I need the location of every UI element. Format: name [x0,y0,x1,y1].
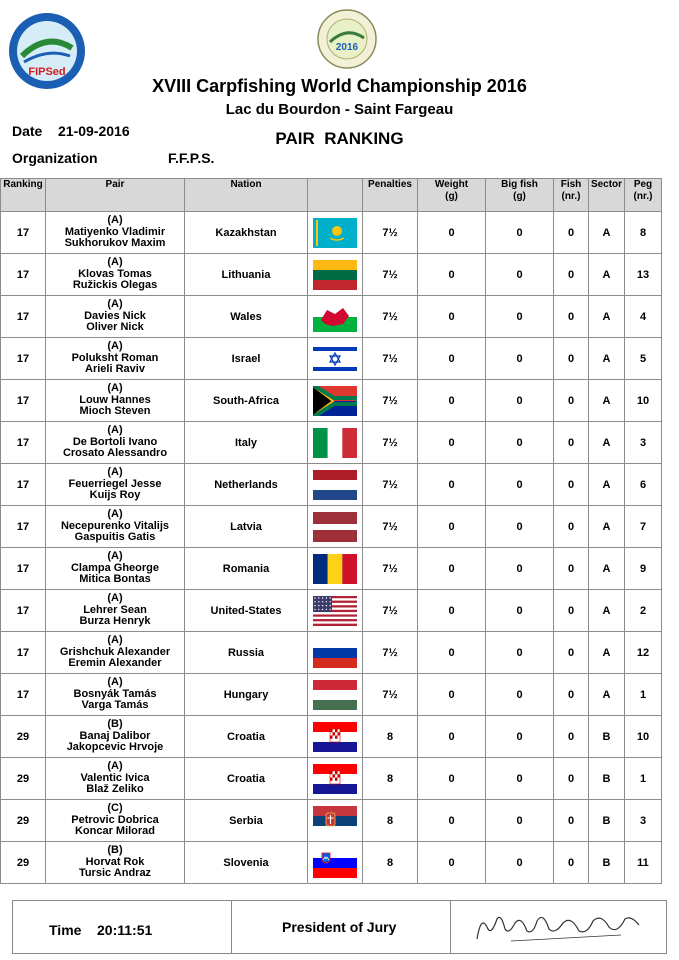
sector-cell: A [589,464,625,506]
ranking-title: PAIR RANKING [275,129,404,148]
pair-cell [46,548,185,590]
pair-group: (A) [107,676,123,689]
weight-cell: 0 [418,758,486,800]
penalties-cell: 7½ [363,212,418,254]
sector-cell: A [589,422,625,464]
pair-cell [46,464,185,506]
bigfish-cell: 0 [486,758,554,800]
bigfish-cell: 0 [486,842,554,884]
bigfish-cell: 0 [486,338,554,380]
rank-cell: 17 [1,380,46,422]
pair-group: (A) [107,214,123,227]
table-row [1,422,662,464]
bigfish-cell: 0 [486,506,554,548]
table-row [1,758,662,800]
pair-cell [46,632,185,674]
pair-member-2: Jakopcevic Hrvoje [66,741,164,754]
nation-cell: United-States [185,590,308,632]
weight-cell: 0 [418,296,486,338]
penalties-cell: 8 [363,716,418,758]
bigfish-cell: 0 [486,212,554,254]
pair-group: (A) [107,508,123,521]
fish-cell: 0 [554,716,589,758]
fish-cell: 0 [554,422,589,464]
col-flag [308,179,363,212]
penalties-cell: 7½ [363,422,418,464]
weight-cell: 0 [418,674,486,716]
pair-cell [46,212,185,254]
table-row [1,506,662,548]
col-weight: Weight (g) [418,179,486,212]
pair-cell [46,422,185,464]
ranking-table [0,178,662,884]
lv-flag-icon [313,512,357,542]
penalties-cell: 7½ [363,338,418,380]
flag-cell [308,632,363,674]
weight-cell: 0 [418,842,486,884]
penalties-cell: 7½ [363,380,418,422]
pair-member-1: Clampa Gheorge [70,561,160,574]
us-flag-icon [313,596,357,626]
rank-cell: 17 [1,590,46,632]
peg-cell: 9 [625,548,662,590]
nation-cell: Russia [185,632,308,674]
peg-cell: 6 [625,464,662,506]
pair-member-2: Varga Tamás [81,699,149,712]
table-row [1,674,662,716]
penalties-cell: 8 [363,842,418,884]
bigfish-cell: 0 [486,422,554,464]
za-flag-icon [313,386,357,416]
table-row [1,632,662,674]
peg-cell: 4 [625,296,662,338]
col-ranking: Ranking [1,179,46,212]
fish-cell: 0 [554,212,589,254]
pair-member-2: Burza Henryk [79,615,151,628]
nation-cell: Netherlands [185,464,308,506]
rank-cell: 29 [1,800,46,842]
flag-cell [308,842,363,884]
penalties-cell: 7½ [363,632,418,674]
pair-member-1: Banaj Dalibor [79,729,151,742]
peg-cell: 2 [625,590,662,632]
flag-cell [308,716,363,758]
ro-flag-icon [313,554,357,584]
si-flag-icon [313,848,357,878]
pair-member-2: Mitica Bontas [79,573,151,586]
rank-cell: 17 [1,548,46,590]
pair-member-1: Bosnyák Tamás [73,687,157,700]
pair-member-1: Davies Nick [84,309,146,322]
pair-cell [46,716,185,758]
table-row [1,842,662,884]
flag-cell [308,800,363,842]
fish-cell: 0 [554,296,589,338]
championship-logo [304,8,390,70]
peg-cell: 1 [625,674,662,716]
sector-cell: B [589,716,625,758]
peg-cell: 3 [625,422,662,464]
pair-group: (A) [107,340,123,353]
signature [471,905,651,949]
sector-cell: A [589,296,625,338]
sector-cell: B [589,800,625,842]
col-bigfish: Big fish (g) [486,179,554,212]
footer-box [12,900,667,954]
pair-group: (B) [107,718,123,731]
peg-cell: 7 [625,506,662,548]
fish-cell: 0 [554,758,589,800]
col-peg: Peg (nr.) [625,179,662,212]
nation-cell: Israel [185,338,308,380]
pair-member-2: Koncar Milorad [74,825,156,838]
nation-cell: Kazakhstan [185,212,308,254]
table-header [1,179,662,212]
penalties-cell: 8 [363,800,418,842]
pair-group: (A) [107,760,123,773]
bigfish-cell: 0 [486,254,554,296]
rank-cell: 17 [1,464,46,506]
lt-flag-icon [313,260,357,290]
pair-member-2: Kuijs Roy [89,489,141,502]
peg-cell: 12 [625,632,662,674]
pair-member-1: Necepurenko Vitalijs [60,519,169,532]
weight-cell: 0 [418,506,486,548]
hr-flag-icon [313,764,357,794]
time-label: Time [49,922,82,938]
pair-member-2: Tursic Andraz [78,867,152,880]
penalties-cell: 7½ [363,506,418,548]
col-fish: Fish (nr.) [554,179,589,212]
peg-cell: 10 [625,380,662,422]
pair-member-1: Matiyenko Vladimir [64,225,166,238]
pair-group: (A) [107,550,123,563]
col-pair: Pair [46,179,185,212]
pair-group: (A) [107,424,123,437]
pair-group: (A) [107,298,123,311]
sector-cell: A [589,590,625,632]
ru-flag-icon [313,638,357,668]
pair-member-2: Sukhorukov Maxim [64,237,166,250]
rank-cell: 17 [1,674,46,716]
weight-cell: 0 [418,422,486,464]
footer-time-cell [13,901,232,953]
nation-cell: Croatia [185,758,308,800]
table-row [1,380,662,422]
pair-member-1: De Bortoli Ivano [72,435,158,448]
rank-cell: 29 [1,842,46,884]
rs-flag-icon [313,806,357,836]
flag-cell [308,254,363,296]
rank-cell: 17 [1,632,46,674]
flag-cell [308,296,363,338]
flag-cell [308,674,363,716]
pair-member-1: Louw Hannes [79,393,151,406]
pair-group: (A) [107,256,123,269]
sector-cell: B [589,842,625,884]
penalties-cell: 7½ [363,296,418,338]
pair-cell [46,296,185,338]
kz-flag-icon [313,218,357,248]
penalties-cell: 8 [363,758,418,800]
sector-cell: A [589,254,625,296]
penalties-cell: 7½ [363,464,418,506]
col-nation: Nation [185,179,308,212]
fish-cell: 0 [554,674,589,716]
date-value: 21-09-2016 [58,123,130,139]
pair-member-1: Horvat Rok [85,855,145,868]
table-row [1,548,662,590]
bigfish-cell: 0 [486,674,554,716]
nl-flag-icon [313,470,357,500]
weight-cell: 0 [418,380,486,422]
president-label: President of Jury [282,919,397,935]
footer-signature-cell [451,901,666,953]
table-row [1,464,662,506]
table-row [1,254,662,296]
pair-member-2: Ružickis Olegas [72,279,158,292]
pair-group: (B) [107,844,123,857]
col-sector: Sector [589,179,625,212]
rank-cell: 29 [1,758,46,800]
flag-cell [308,590,363,632]
rank-cell: 29 [1,716,46,758]
table-row [1,716,662,758]
sector-cell: A [589,338,625,380]
flag-cell [308,212,363,254]
pair-cell [46,380,185,422]
col-penalties: Penalties [363,179,418,212]
bigfish-cell: 0 [486,800,554,842]
pair-member-1: Grishchuk Alexander [59,645,171,658]
venue-subtitle: Lac du Bourdon - Saint Fargeau [225,101,454,118]
weight-cell: 0 [418,548,486,590]
penalties-cell: 7½ [363,254,418,296]
weight-cell: 0 [418,254,486,296]
flag-cell [308,422,363,464]
sector-cell: A [589,548,625,590]
sector-cell: A [589,212,625,254]
fish-cell: 0 [554,380,589,422]
sector-cell: A [589,506,625,548]
nation-cell: Serbia [185,800,308,842]
bigfish-cell: 0 [486,464,554,506]
hu-flag-icon [313,680,357,710]
il-flag-icon [313,344,357,374]
organization-value: F.F.P.S. [168,150,215,166]
sector-cell: A [589,632,625,674]
footer-president-cell [232,901,451,953]
pair-group: (C) [107,802,123,815]
fish-cell: 0 [554,632,589,674]
pair-group: (A) [107,466,123,479]
rank-cell: 17 [1,338,46,380]
pair-cell [46,800,185,842]
nation-cell: Latvia [185,506,308,548]
logo-year: 2016 [335,42,359,53]
penalties-cell: 7½ [363,674,418,716]
pair-group: (A) [107,592,123,605]
wales-flag-icon [313,302,357,332]
flag-cell [308,548,363,590]
nation-cell: Romania [185,548,308,590]
pair-cell [46,506,185,548]
fish-cell: 0 [554,506,589,548]
flag-cell [308,758,363,800]
championship-title: XVIII Carpfishing World Championship 2016 [152,76,527,96]
nation-cell: South-Africa [185,380,308,422]
pair-member-2: Mioch Steven [79,405,151,418]
pair-cell [46,338,185,380]
pair-member-2: Oliver Nick [86,321,144,334]
weight-cell: 0 [418,716,486,758]
peg-cell: 8 [625,212,662,254]
hr-flag-icon [313,722,357,752]
fish-cell: 0 [554,254,589,296]
pair-member-2: Blaž Zeliko [86,783,144,796]
pair-member-2: Arieli Raviv [85,363,145,376]
flag-cell [308,506,363,548]
peg-cell: 5 [625,338,662,380]
pair-member-2: Eremin Alexander [68,657,162,670]
bigfish-cell: 0 [486,548,554,590]
flag-cell [308,464,363,506]
sector-cell: A [589,380,625,422]
weight-cell: 0 [418,632,486,674]
pair-cell [46,674,185,716]
pair-cell [46,590,185,632]
table-row [1,590,662,632]
weight-cell: 0 [418,590,486,632]
rank-cell: 17 [1,254,46,296]
pair-group: (A) [107,382,123,395]
weight-cell: 0 [418,464,486,506]
fish-cell: 0 [554,800,589,842]
rank-cell: 17 [1,212,46,254]
rank-cell: 17 [1,506,46,548]
pair-member-1: Feuerriegel Jesse [68,477,162,490]
bigfish-cell: 0 [486,716,554,758]
flag-cell [308,338,363,380]
pair-cell [46,758,185,800]
pair-member-2: Gaspuitis Gatis [74,531,156,544]
penalties-cell: 7½ [363,548,418,590]
weight-cell: 0 [418,338,486,380]
logo-text: FIPSed [28,66,66,78]
pair-member-1: Valentic Ivica [80,771,150,784]
fish-cell: 0 [554,548,589,590]
fish-cell: 0 [554,842,589,884]
nation-cell: Slovenia [185,842,308,884]
table-row [1,800,662,842]
fish-cell: 0 [554,590,589,632]
pair-cell [46,842,185,884]
bigfish-cell: 0 [486,296,554,338]
peg-cell: 13 [625,254,662,296]
pair-member-1: Poluksht Roman [71,351,159,364]
rank-cell: 17 [1,422,46,464]
bigfish-cell: 0 [486,632,554,674]
nation-cell: Lithuania [185,254,308,296]
pair-member-1: Lehrer Sean [83,603,147,616]
peg-cell: 1 [625,758,662,800]
pair-member-2: Crosato Alessandro [62,447,168,460]
date-label: Date [12,123,43,139]
weight-cell: 0 [418,800,486,842]
sector-cell: B [589,758,625,800]
peg-cell: 3 [625,800,662,842]
organization-label: Organization [12,150,98,166]
time-value: 20:11:51 [97,922,153,938]
fish-cell: 0 [554,338,589,380]
table-row [1,338,662,380]
weight-cell: 0 [418,212,486,254]
pair-member-1: Klovas Tomas [78,267,152,280]
penalties-cell: 7½ [363,590,418,632]
nation-cell: Hungary [185,674,308,716]
pair-group: (A) [107,634,123,647]
bigfish-cell: 0 [486,380,554,422]
pair-member-1: Petrovic Dobrica [71,813,159,826]
sector-cell: A [589,674,625,716]
peg-cell: 10 [625,716,662,758]
pair-cell [46,254,185,296]
table-row [1,296,662,338]
rank-cell: 17 [1,296,46,338]
it-flag-icon [313,428,357,458]
flag-cell [308,380,363,422]
nation-cell: Wales [185,296,308,338]
fish-cell: 0 [554,464,589,506]
table-row [1,212,662,254]
bigfish-cell: 0 [486,590,554,632]
nation-cell: Croatia [185,716,308,758]
peg-cell: 11 [625,842,662,884]
nation-cell: Italy [185,422,308,464]
